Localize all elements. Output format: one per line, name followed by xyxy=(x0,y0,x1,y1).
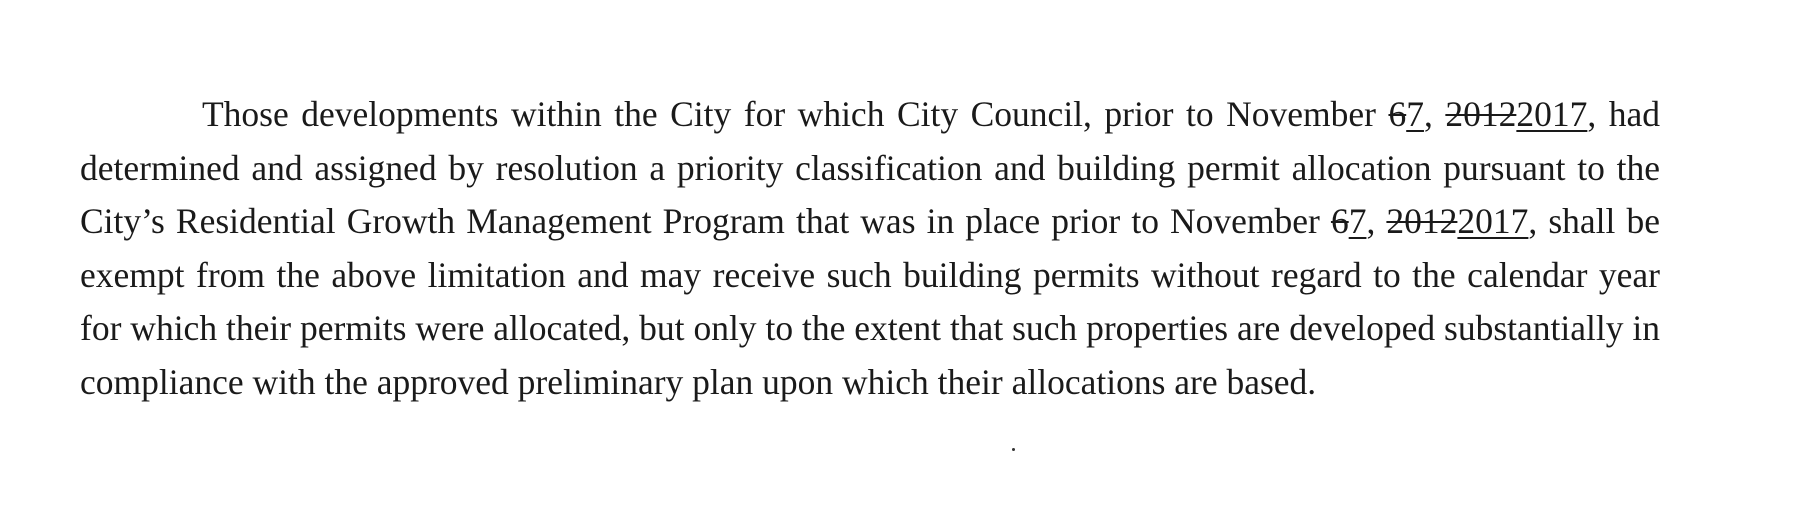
text-segment: Those developments within the City for which City Council, prior to November xyxy=(202,94,1389,134)
body-paragraph xyxy=(80,88,1660,409)
deleted-text: 2012 xyxy=(1386,201,1458,241)
document-page xyxy=(80,88,1660,409)
text-segment: , xyxy=(1423,94,1446,134)
inserted-text: 2017 xyxy=(1516,94,1588,134)
inserted-text: 7 xyxy=(1348,201,1367,241)
deleted-text: 2012 xyxy=(1445,94,1517,134)
deleted-text: 6 xyxy=(1330,201,1349,241)
stray-dot-mark xyxy=(1012,448,1015,451)
inserted-text: 7 xyxy=(1406,94,1424,134)
text-segment: , xyxy=(1366,201,1387,241)
deleted-text: 6 xyxy=(1388,94,1407,134)
inserted-text: 2017 xyxy=(1457,201,1529,241)
text-segment: , had determined and assigned by resolution a priority classification and building permit allocation pursuant to the City’s Residential Growth Management Program that was in place prior to November xyxy=(80,94,1661,241)
text-segment: , shall be exempt from the above limitation and may receive such building permits without regard to the calendar year for which their permits were allocated, but only to the extent that such properties are developed substantially in compliance with the approved preliminary plan upon which their allocations are based. xyxy=(80,201,1660,402)
